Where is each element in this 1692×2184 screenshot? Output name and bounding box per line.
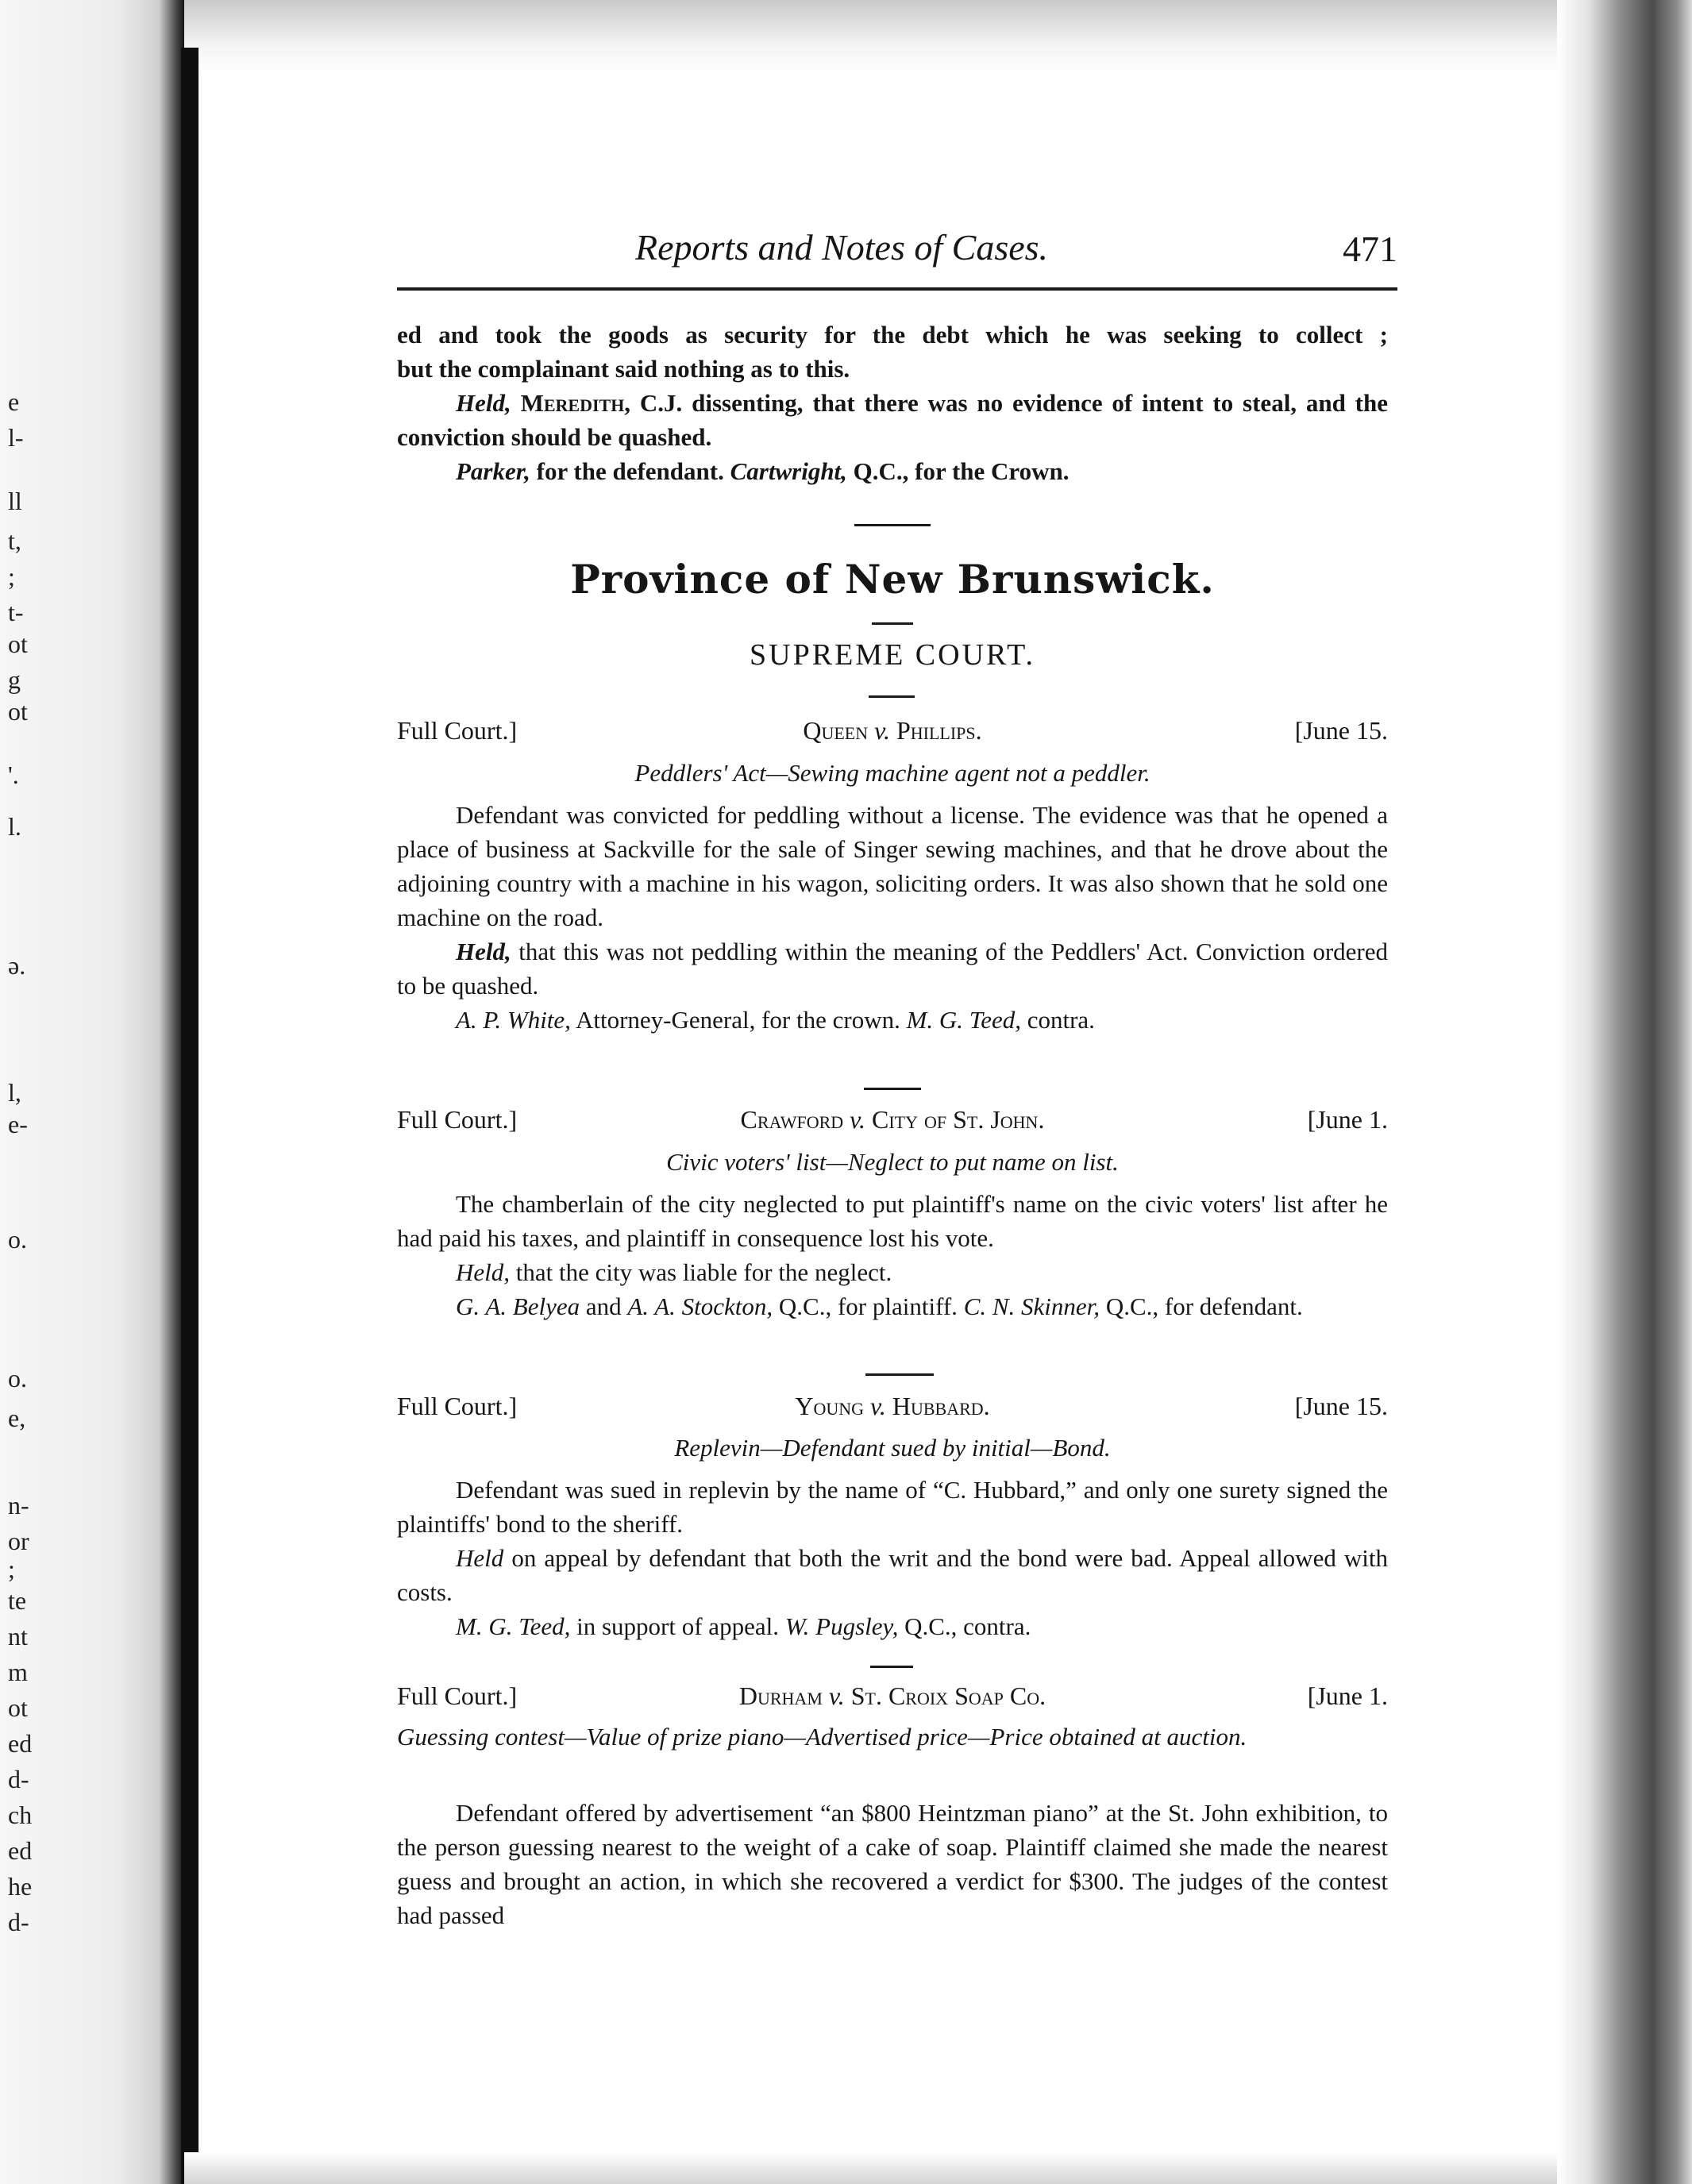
header-rule: [397, 287, 1397, 291]
page-number: 471: [1343, 229, 1397, 269]
running-title: Reports and Notes of Cases.: [635, 227, 1049, 268]
margin-fragment: l,: [8, 1078, 21, 1107]
margin-fragment: d-: [8, 1765, 29, 1793]
margin-fragment: m: [8, 1658, 28, 1686]
case-court: Full Court.]: [397, 1105, 518, 1134]
case-body: [397, 798, 1388, 1037]
court-heading: SUPREME COURT.: [750, 638, 1035, 672]
case-body: [397, 1473, 1388, 1643]
case-court: Full Court.]: [397, 1681, 518, 1710]
counsel-line: Parker, for the defendant. Cartwright, Q.C., for the Crown.: [456, 457, 1070, 485]
margin-fragment: ə.: [8, 951, 26, 980]
margin-fragment: l.: [8, 812, 21, 841]
held-paragraph: Held, Meredith, C.J. dissenting, that there was no evidence of intent to steal, and the conviction should be quashed.: [397, 389, 1389, 451]
case-divider: [864, 1088, 921, 1090]
case-title: Queen v. Phillips.: [803, 716, 982, 745]
margin-fragment: ll: [8, 487, 22, 515]
case-date: [June 1.: [1307, 1105, 1388, 1134]
case-heading: [397, 1105, 1388, 1140]
case-divider: [870, 1666, 913, 1668]
continuation-line: but the complainant said nothing as to this.: [397, 355, 850, 383]
margin-fragment: e,: [8, 1404, 26, 1432]
counsel-line: A. P. White, Attorney-General, for the crown. M. G. Teed, contra.: [456, 1006, 1095, 1034]
case-body: [397, 1796, 1388, 1932]
margin-fragment: he: [8, 1872, 33, 1901]
page-edge-right: [1557, 0, 1692, 2184]
margin-fragment: ot: [8, 630, 28, 658]
case-subject: Guessing contest—Value of prize piano—Advertised price—Price obtained at auction.: [397, 1723, 1247, 1751]
margin-fragment: o.: [8, 1225, 27, 1254]
continuation-line: ed and took the goods as security for the debt which he was seeking to collect ;: [397, 321, 1388, 349]
page-edge-bottom: [184, 2152, 1557, 2184]
case-court: Full Court.]: [397, 1392, 518, 1420]
margin-fragment: e-: [8, 1110, 28, 1138]
margin-fragment: or: [8, 1527, 29, 1555]
province-heading: Province of New Brunswick.: [570, 556, 1215, 603]
case-date: [June 15.: [1294, 716, 1388, 745]
section-divider: [872, 622, 913, 625]
case-subject: Peddlers' Act—Sewing machine agent not a peddler.: [634, 759, 1150, 787]
margin-fragment: ;: [8, 562, 15, 591]
margin-fragment: t,: [8, 526, 21, 555]
case-divider: [865, 1373, 934, 1376]
case-facts: Defendant was sued in replevin by the name of “C. Hubbard,” and only one surety signed the plaintiffs' bond to the sheriff.: [397, 1476, 1388, 1538]
held-paragraph: Held, that this was not peddling within the meaning of the Peddlers' Act. Conviction ordered to be quashed.: [397, 938, 1388, 1000]
case-heading: [397, 716, 1388, 751]
margin-fragment: l-: [8, 423, 24, 452]
margin-fragment: t-: [8, 598, 24, 626]
margin-fragment: g: [8, 665, 21, 694]
case-facts: Defendant was convicted for peddling without a license. The evidence was that he opened a place of business at Sackville for the sale of Singer sewing machines, and that he drove about the adjoining country with a machine in his wagon, soliciting orders. It was also shown that he sold one machine on the road.: [397, 801, 1388, 931]
margin-fragment: '.: [8, 761, 19, 789]
case-title: Young v. Hubbard.: [795, 1392, 990, 1420]
case-body: [397, 1187, 1388, 1323]
case-facts: Defendant offered by advertisement “an $800 Heintzman piano” at the St. John exhibition, to the person guessing nearest to the weight of a cake of soap. Plaintiff claimed she made the nearest guess and brought an action, in which she recovered a verdict for $300. The judges of the contest had passed: [397, 1799, 1388, 1929]
case-title: Durham v. St. Croix Soap Co.: [738, 1681, 1046, 1710]
margin-fragment: ed: [8, 1729, 33, 1758]
case-date: [June 1.: [1307, 1681, 1388, 1710]
case-date: [June 15.: [1294, 1392, 1388, 1420]
margin-fragment: ch: [8, 1801, 33, 1829]
margin-fragment: ;: [8, 1554, 15, 1583]
margin-fragment: te: [8, 1586, 27, 1615]
margin-fragment: nt: [8, 1622, 28, 1651]
case-title: Crawford v. City of St. John.: [740, 1105, 1045, 1134]
case-subject: Civic voters' list—Neglect to put name on list.: [666, 1148, 1119, 1176]
counsel-line: G. A. Belyea and A. A. Stockton, Q.C., for plaintiff. C. N. Skinner, Q.C., for defendant.: [456, 1292, 1303, 1320]
margin-fragment: ot: [8, 697, 28, 726]
previous-case-continuation: [397, 318, 1388, 488]
case-court: Full Court.]: [397, 716, 518, 745]
margin-fragment: o.: [8, 1364, 27, 1392]
margin-fragment: ed: [8, 1836, 33, 1865]
case-heading: [397, 1681, 1388, 1716]
running-header: [397, 226, 1397, 288]
case-facts: The chamberlain of the city neglected to put plaintiff's name on the civic voters' list after he had paid his taxes, and plaintiff in consequence lost his vote.: [397, 1190, 1388, 1252]
scan-shadow-top: [0, 0, 1692, 75]
margin-fragment: ot: [8, 1693, 28, 1722]
section-divider: [869, 695, 915, 698]
book-spine-shadow: [181, 48, 198, 2184]
case-subject: Replevin—Defendant sued by initial—Bond.: [674, 1434, 1111, 1462]
held-paragraph: Held on appeal by defendant that both the writ and the bond were bad. Appeal allowed with costs.: [397, 1544, 1388, 1606]
margin-fragment: d-: [8, 1908, 29, 1936]
counsel-line: M. G. Teed, in support of appeal. W. Pugsley, Q.C., contra.: [456, 1612, 1031, 1640]
case-heading: [397, 1392, 1388, 1427]
section-divider: [854, 524, 931, 526]
margin-fragment: e: [8, 387, 20, 416]
margin-fragment: n-: [8, 1491, 29, 1520]
held-paragraph: Held, that the city was liable for the neglect.: [456, 1258, 892, 1286]
